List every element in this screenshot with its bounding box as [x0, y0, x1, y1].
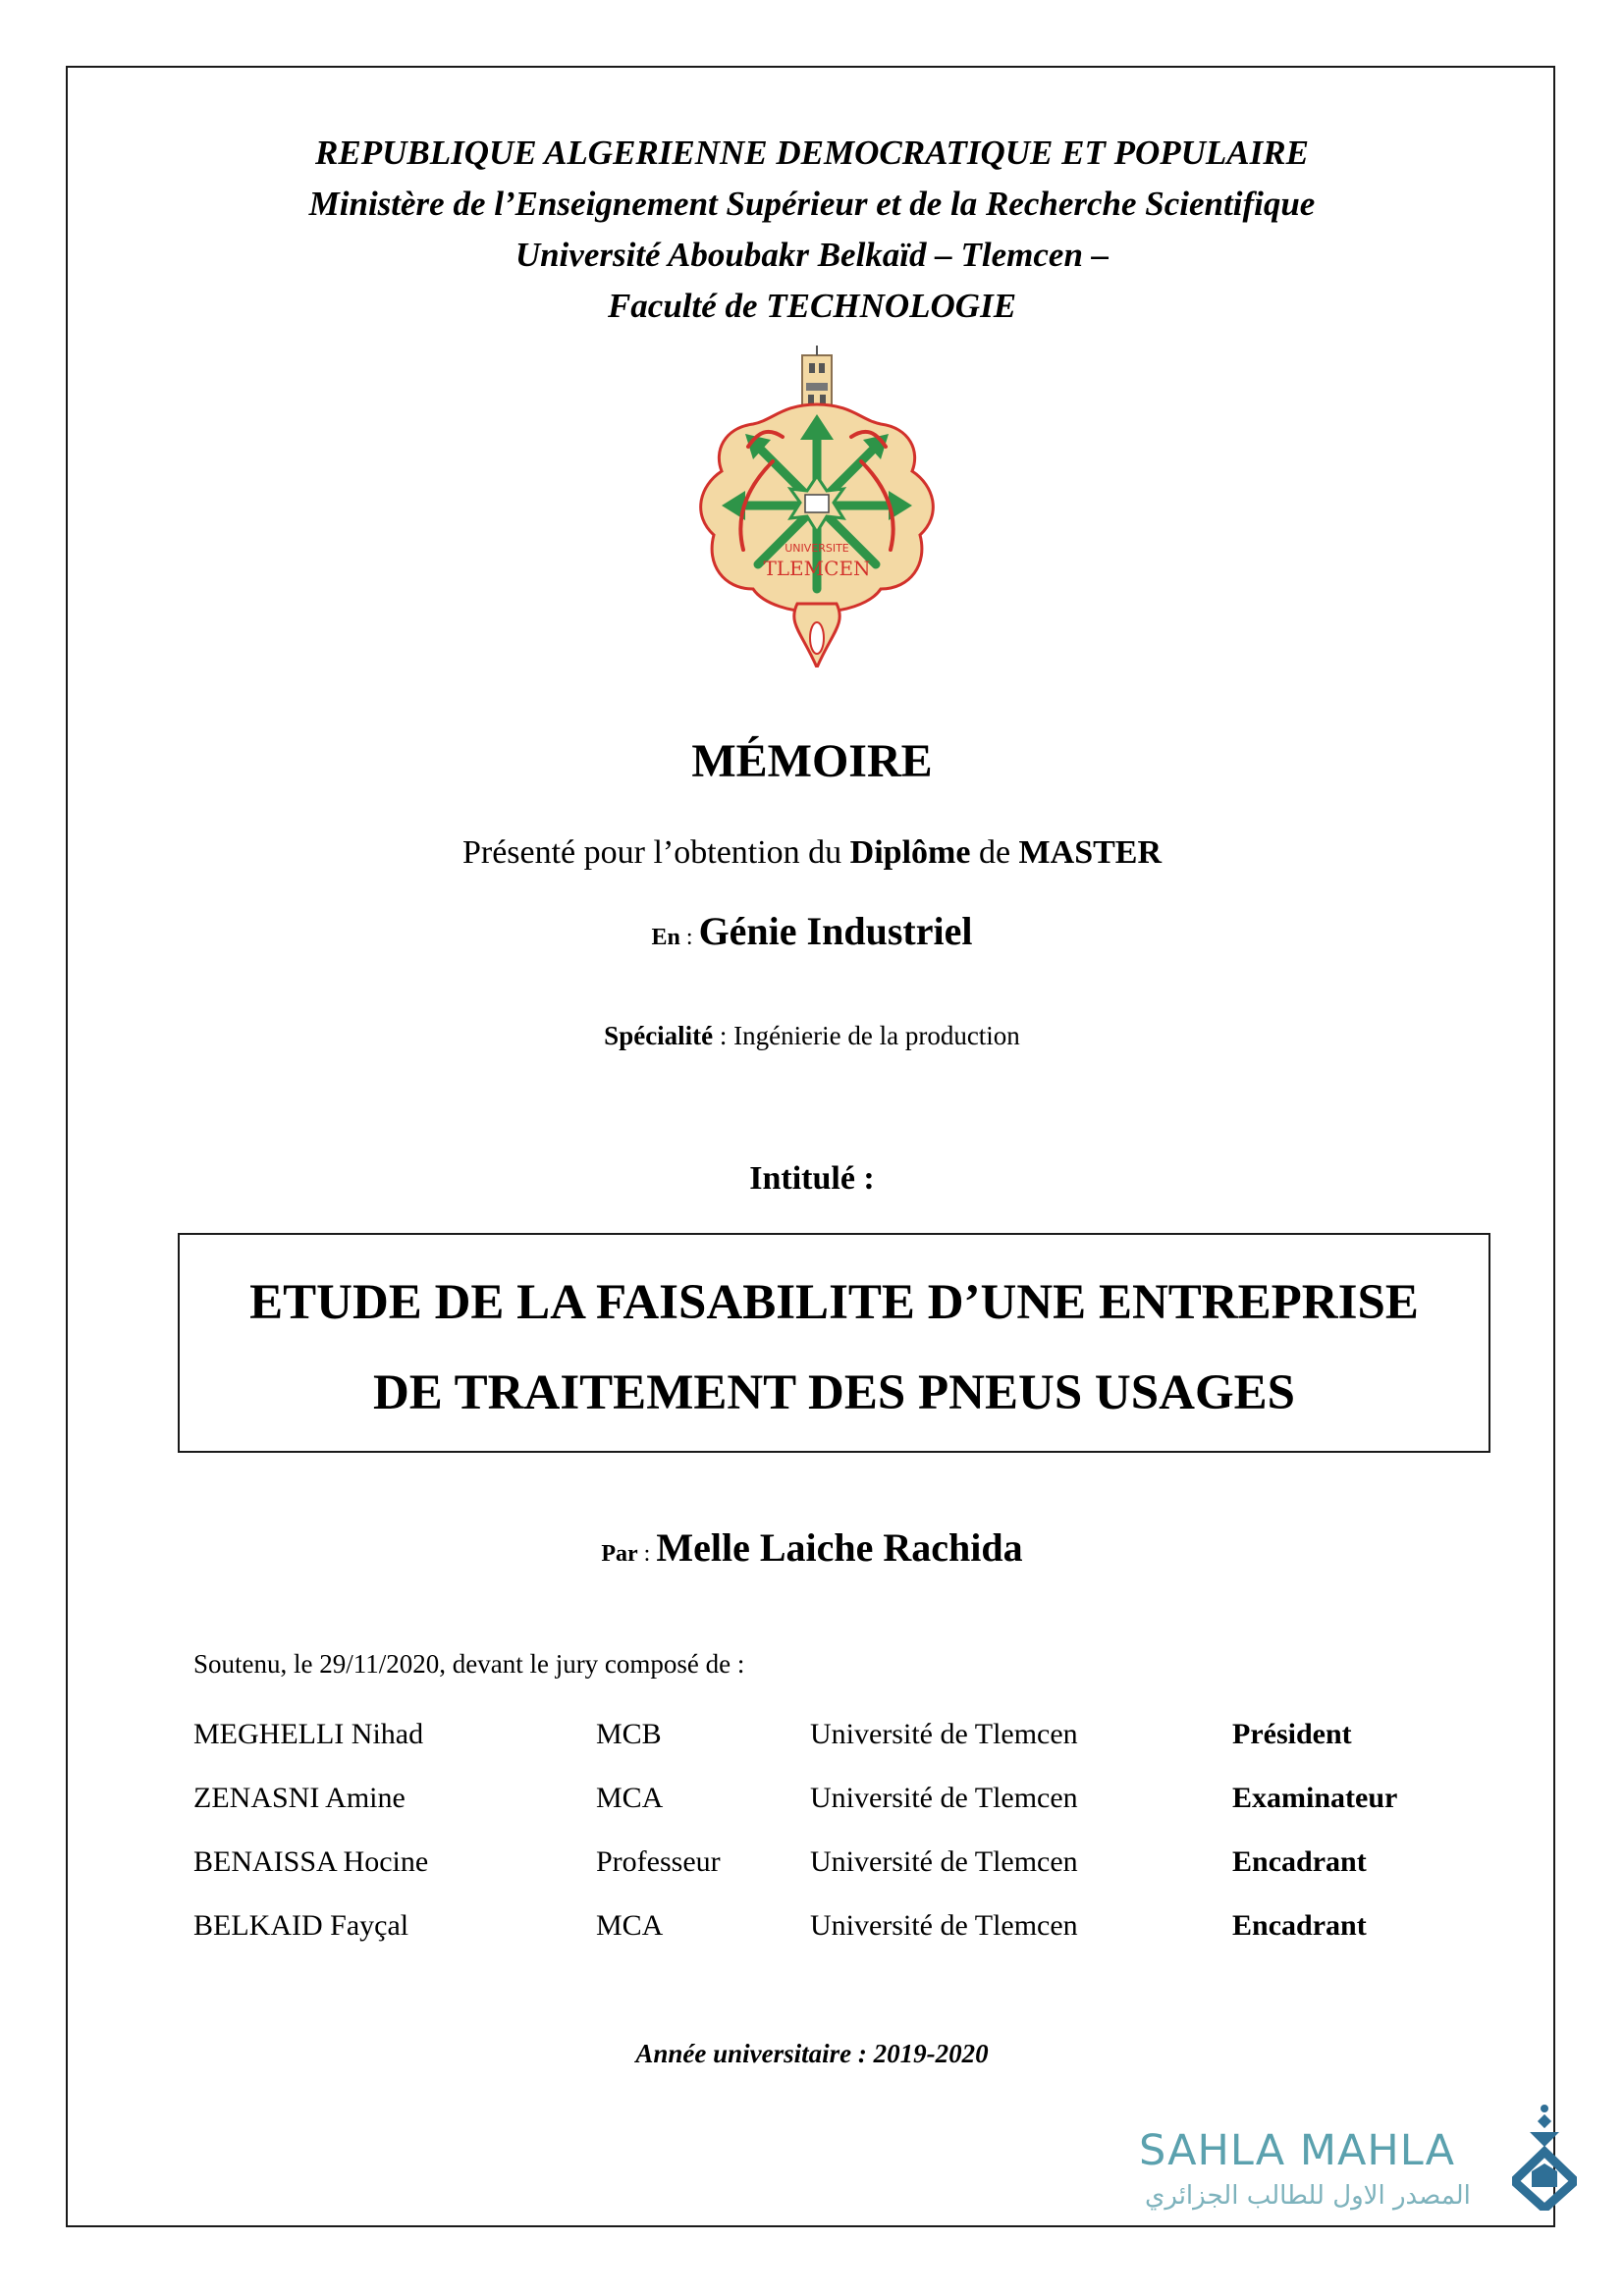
degree-statement — [0, 834, 1624, 872]
thesis-title-line-1: ETUDE DE LA FAISABILITE D’UNE ENTREPRISE — [249, 1275, 1419, 1330]
field-label: En — [651, 925, 680, 950]
jury-grade: MCB — [596, 1718, 662, 1750]
diploma-word: Diplôme — [849, 834, 971, 871]
jury-role: Président — [1232, 1718, 1352, 1750]
defense-statement: Soutenu, le 29/11/2020, devant le jury composé de : — [193, 1649, 745, 1679]
watermark-brand: SAHLA MAHLA — [1139, 2126, 1456, 2175]
degree-name: MASTER — [1018, 834, 1163, 871]
header-ministry: Ministère de l’Enseignement Supérieur et de la Recherche Scientifique — [308, 185, 1316, 223]
field-line — [0, 908, 1624, 954]
jury-grade: MCA — [596, 1909, 664, 1942]
jury-grade: MCA — [596, 1782, 664, 1814]
specialty-sep: : — [713, 1021, 734, 1050]
specialty-value: Ingénierie de la production — [733, 1021, 1020, 1050]
field-value: Génie Industriel — [698, 909, 973, 953]
header-republic: REPUBLIQUE ALGERIENNE DEMOCRATIQUE ET POPULAIRE — [315, 133, 1309, 172]
sahla-mahla-logo-icon — [1512, 2103, 1577, 2211]
svg-text:TLEMCEN: TLEMCEN — [763, 557, 871, 580]
author-name: Melle Laiche Rachida — [656, 1525, 1023, 1570]
jury-role: Encadrant — [1232, 1845, 1367, 1878]
jury-role: Examinateur — [1232, 1782, 1398, 1814]
header-university: Université Aboubakr Belkaïd – Tlemcen – — [514, 236, 1110, 274]
title-label: Intitulé : — [749, 1160, 875, 1197]
author-colon: : — [637, 1541, 657, 1567]
academic-year: Année universitaire : 2019-2020 — [635, 2039, 989, 2068]
svg-text:UNIVERSITE: UNIVERSITE — [785, 542, 849, 555]
jury-institution: Université de Tlemcen — [810, 1845, 1078, 1878]
presented-mid: de — [970, 834, 1019, 871]
author-line — [0, 1524, 1624, 1571]
presented-prefix: Présenté pour l’obtention du — [461, 834, 850, 871]
jury-role: Encadrant — [1232, 1909, 1367, 1942]
specialty-label: Spécialité — [604, 1021, 714, 1050]
thesis-title-box — [178, 1233, 1490, 1453]
jury-name: MEGHELLI Nihad — [193, 1718, 424, 1750]
jury-institution: Université de Tlemcen — [810, 1718, 1078, 1750]
jury-name: BELKAID Fayçal — [193, 1909, 409, 1942]
field-colon: : — [679, 925, 699, 950]
jury-institution: Université de Tlemcen — [810, 1909, 1078, 1942]
jury-name: ZENASNI Amine — [193, 1782, 406, 1814]
university-logo-icon — [684, 344, 949, 667]
sahla-mahla-watermark — [1139, 2120, 1571, 2228]
watermark-tagline: المصدر الاول للطالب الجزائري — [1145, 2181, 1471, 2211]
header-faculty: Faculté de TECHNOLOGIE — [607, 287, 1017, 325]
jury-name: BENAISSA Hocine — [193, 1845, 429, 1878]
author-label: Par — [601, 1541, 638, 1567]
jury-institution: Université de Tlemcen — [810, 1782, 1078, 1814]
jury-grade: Professeur — [596, 1845, 721, 1878]
specialty-line — [0, 1021, 1624, 1051]
document-type: MÉMOIRE — [691, 735, 933, 787]
thesis-title-line-2: DE TRAITEMENT DES PNEUS USAGES — [372, 1365, 1296, 1420]
